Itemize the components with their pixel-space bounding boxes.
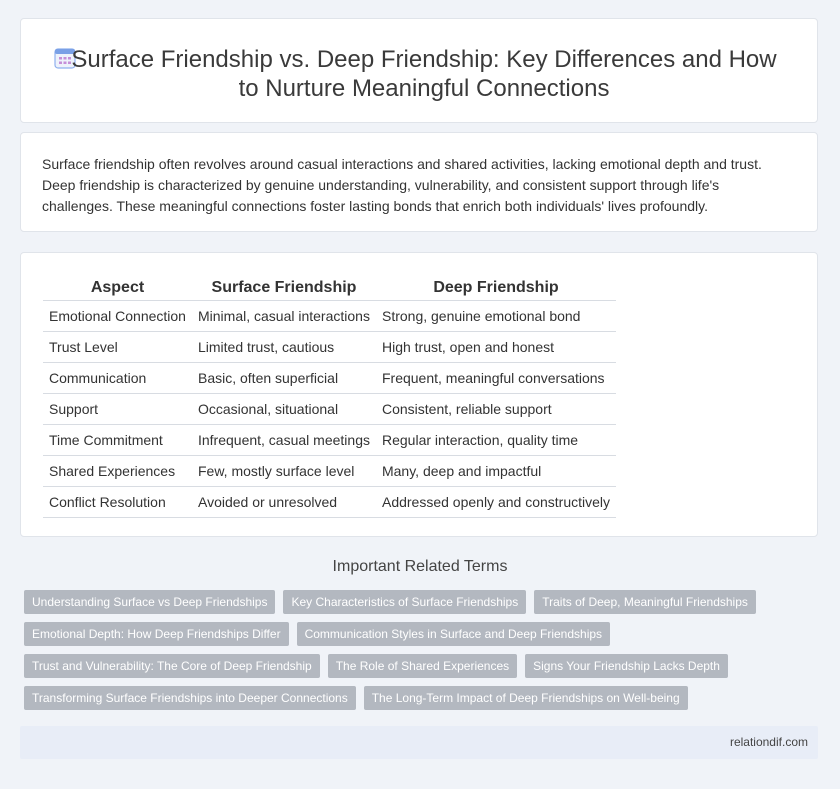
comparison-card: [20, 252, 818, 537]
cell-deep: Regular interaction, quality time: [376, 425, 616, 456]
title-card: [20, 18, 818, 123]
cell-deep: Addressed openly and constructively: [376, 487, 616, 518]
footer-site-link[interactable]: relationdif.com: [729, 735, 808, 749]
cell-deep: Strong, genuine emotional bond: [376, 301, 616, 332]
cell-aspect: Time Commitment: [43, 425, 192, 456]
related-term-tag[interactable]: The Long-Term Impact of Deep Friendships on Well-being: [364, 686, 688, 710]
cell-surface: Infrequent, casual meetings: [192, 425, 376, 456]
related-term-tag[interactable]: The Role of Shared Experiences: [328, 654, 517, 678]
cell-deep: Many, deep and impactful: [376, 456, 616, 487]
cell-deep: Consistent, reliable support: [376, 394, 616, 425]
cell-surface: Minimal, casual interactions: [192, 301, 376, 332]
intro-card: [20, 132, 818, 232]
table-row: [43, 425, 616, 456]
intro-paragraph: Surface friendship often revolves around casual interactions and shared activities, lacking emotional depth and trust. Deep friendship is characterized by genuine understanding, vulnerability, and consistent support through life's challenges. These meaningful connections foster lasting bonds that enrich both individuals' lives profoundly.: [42, 156, 762, 214]
page-title-line-2: to Nurture Meaningful Connections: [238, 75, 610, 102]
related-term-tag[interactable]: Signs Your Friendship Lacks Depth: [525, 654, 728, 678]
page-title: [51, 45, 797, 103]
tag-row: [24, 622, 814, 654]
cell-aspect: Shared Experiences: [43, 456, 192, 487]
related-terms-heading: Important Related Terms: [332, 558, 508, 575]
cell-surface: Few, mostly surface level: [192, 456, 376, 487]
cell-surface: Basic, often superficial: [192, 363, 376, 394]
cell-deep: High trust, open and honest: [376, 332, 616, 363]
table-row: [43, 363, 616, 394]
table-header-row: [43, 273, 616, 301]
table-row: [43, 332, 616, 363]
tag-row: [24, 686, 814, 718]
cell-aspect: Support: [43, 394, 192, 425]
related-term-tag[interactable]: Emotional Depth: How Deep Friendships Differ: [24, 622, 289, 646]
cell-deep: Frequent, meaningful conversations: [376, 363, 616, 394]
related-term-tag[interactable]: Understanding Surface vs Deep Friendships: [24, 590, 275, 614]
table-row: [43, 487, 616, 518]
related-term-tag[interactable]: Trust and Vulnerability: The Core of Deep Friendship: [24, 654, 320, 678]
cell-aspect: Communication: [43, 363, 192, 394]
table-row: [43, 394, 616, 425]
related-term-tag[interactable]: Transforming Surface Friendships into Deeper Connections: [24, 686, 356, 710]
related-term-tag[interactable]: Communication Styles in Surface and Deep Friendships: [297, 622, 610, 646]
comparison-table: [43, 273, 616, 518]
header-deep-friendship: Deep Friendship: [433, 279, 559, 296]
related-terms-list: [24, 590, 814, 718]
related-term-tag[interactable]: Key Characteristics of Surface Friendships: [283, 590, 526, 614]
cell-surface: Occasional, situational: [192, 394, 376, 425]
cell-surface: Limited trust, cautious: [192, 332, 376, 363]
table-row: [43, 456, 616, 487]
footer: [20, 726, 818, 759]
table-row: [43, 301, 616, 332]
header-surface-friendship: Surface Friendship: [211, 279, 357, 296]
page-title-line-1: Surface Friendship vs. Deep Friendship: Key Differences and How: [71, 46, 777, 73]
related-term-tag[interactable]: Traits of Deep, Meaningful Friendships: [534, 590, 756, 614]
tag-row: [24, 590, 814, 622]
tag-row: [24, 654, 814, 686]
cell-aspect: Trust Level: [43, 332, 192, 363]
cell-surface: Avoided or unresolved: [192, 487, 376, 518]
cell-aspect: Emotional Connection: [43, 301, 192, 332]
cell-aspect: Conflict Resolution: [43, 487, 192, 518]
header-aspect: Aspect: [90, 279, 145, 296]
